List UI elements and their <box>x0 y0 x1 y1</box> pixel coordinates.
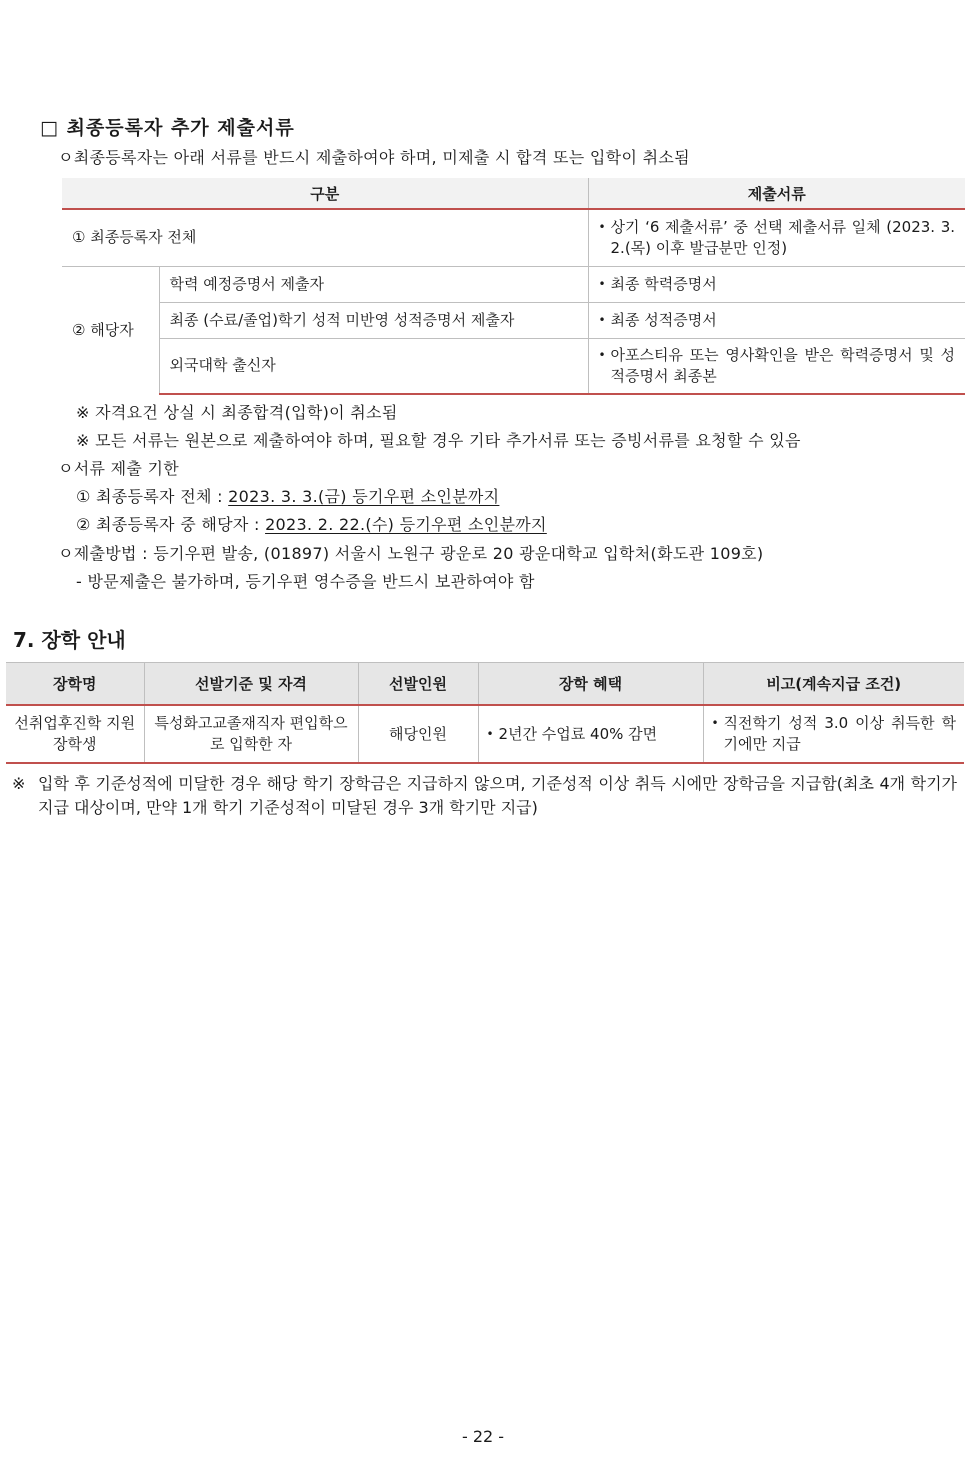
row-all-registrants-label: ① 최종등록자 전체 <box>72 228 197 247</box>
note-original-documents: ※ 모든 서류는 원본으로 제출하여야 하며, 필요할 경우 기타 추가서류 또는 증빙서류를 요청할 수 있음 <box>76 431 801 450</box>
section-title-scholarship: 7. 장학 안내 <box>13 628 126 652</box>
note-qualification: ※ 자격요건 상실 시 최종합격(입학)이 취소됨 <box>76 403 398 422</box>
section-title-additional-documents: □ 최종등록자 추가 제출서류 <box>40 117 295 139</box>
doc-text: 최종 성적증명서 <box>610 310 717 329</box>
scholarship-footnote <box>12 772 957 820</box>
header-documents: 제출서류 <box>588 178 965 209</box>
scholarship-note <box>703 705 964 763</box>
sub-row-label: 외국대학 출신자 <box>159 338 588 394</box>
doc-text: 상기 ‘6 제출서류’ 중 선택 제출서류 일체 (2023. 3. 2.(목) 이후 발급분만 인정) <box>610 217 956 257</box>
benefit-text: 2년간 수업료 40% 감면 <box>498 724 658 743</box>
deadline-applicable-label: ② 최종등록자 중 해당자 : <box>76 515 266 534</box>
scholarship-benefit <box>478 705 703 763</box>
header-benefit: 장학 혜택 <box>478 663 703 706</box>
bullet-icon: • <box>711 716 719 730</box>
bullet-icon: • <box>598 312 606 327</box>
header-count: 선발인원 <box>358 663 478 706</box>
bullet-icon: • <box>486 726 494 741</box>
deadline-heading: ㅇ서류 제출 기한 <box>58 459 180 478</box>
submission-method-note: - 방문제출은 불가하며, 등기우편 영수증을 반드시 보관하여야 함 <box>76 572 535 591</box>
header-criteria: 선발기준 및 자격 <box>144 663 358 706</box>
sub-row-label: 최종 (수료/졸업)학기 성적 미반영 성적증명서 제출자 <box>159 302 588 338</box>
scholarship-criteria: 특성화고교졸재직자 편입학으로 입학한 자 <box>144 705 358 763</box>
row-all-registrants-doc <box>588 209 965 266</box>
scholarship-name: 선취업후진학 지원 장학생 <box>6 705 144 763</box>
sub-row-doc <box>588 266 965 302</box>
submission-method: ㅇ제출방법 : 등기우편 발송, (01897) 서울시 노원구 광운로 20 광운대학교 입학처(화도관 109호) <box>58 544 764 563</box>
sub-row-doc <box>588 338 965 394</box>
bullet-icon: • <box>598 219 606 234</box>
deadline-applicable <box>76 512 547 535</box>
reference-mark: ※ <box>12 774 26 793</box>
scholarship-table <box>6 662 964 764</box>
documents-table <box>62 178 965 395</box>
deadline-all-date: 2023. 3. 3.(금) 등기우편 소인분까지 <box>228 487 500 506</box>
doc-text: 최종 학력증명서 <box>610 274 717 293</box>
doc-text: 아포스티유 또는 영사확인을 받은 학력증명서 및 성적증명서 최종본 <box>610 345 956 385</box>
intro-text: ㅇ최종등록자는 아래 서류를 반드시 제출하여야 하며, 미제출 시 합격 또는 입학이 취소됨 <box>58 148 690 167</box>
page-number: - 22 - <box>461 1427 505 1446</box>
footnote-text: 입학 후 기준성적에 미달한 경우 해당 학기 장학금은 지급하지 않으며, 기준성적 이상 취득 시에만 장학금을 지급함(최초 4개 학기가 지급 대상이며, 만약 1개 학기 기준성적이 미달된 경우 3개 학기만 지급) <box>38 774 957 817</box>
header-scholarship-name: 장학명 <box>6 663 144 706</box>
bullet-icon: • <box>598 347 606 362</box>
header-note: 비고(계속지급 조건) <box>703 663 964 706</box>
bullet-icon: • <box>598 276 606 291</box>
deadline-all <box>76 484 499 507</box>
deadline-all-label: ① 최종등록자 전체 : <box>76 487 229 506</box>
sub-row-label: 학력 예정증명서 제출자 <box>159 266 588 302</box>
deadline-applicable-date: 2023. 2. 22.(수) 등기우편 소인분까지 <box>265 515 547 534</box>
sub-row-doc <box>588 302 965 338</box>
note-text: 직전학기 성적 3.0 이상 취득한 학기에만 지급 <box>723 714 956 753</box>
group-applicable-label: ② 해당자 <box>62 266 159 394</box>
header-category: 구분 <box>62 178 588 209</box>
scholarship-count: 해당인원 <box>358 705 478 763</box>
